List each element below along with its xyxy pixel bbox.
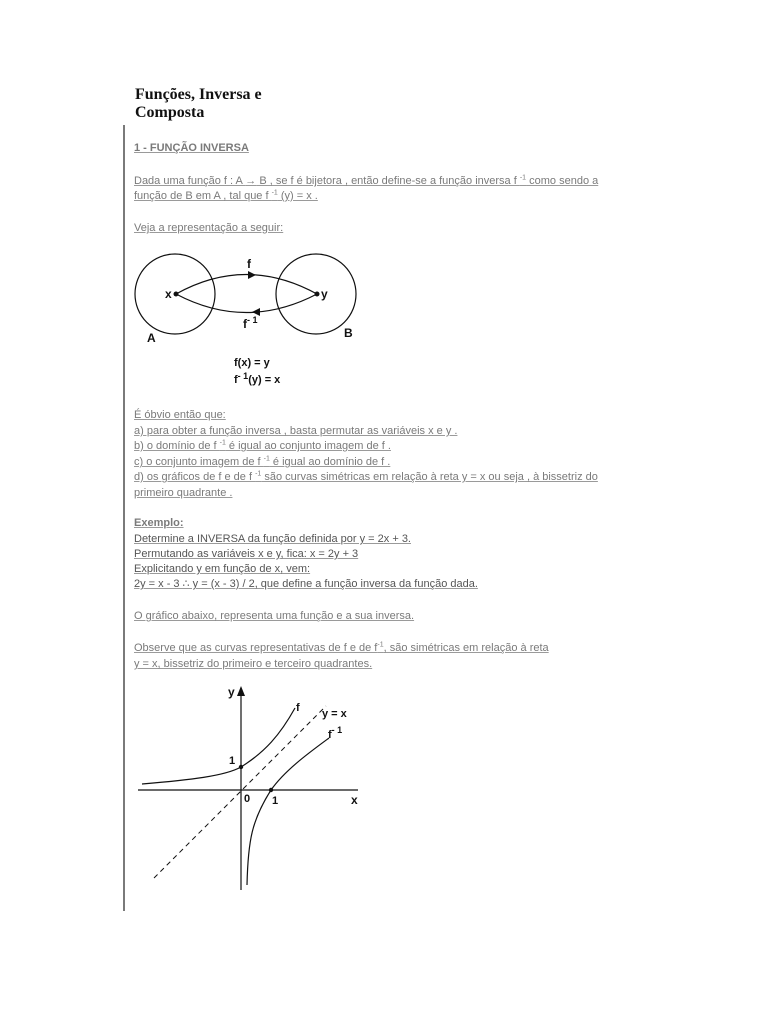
arrow-icon: → (245, 175, 257, 187)
label-finv-base: f (243, 317, 247, 331)
point-0-1 (239, 765, 243, 769)
superscript: -1 (271, 189, 278, 197)
graph-observation-post: , são simétricas em relação à reta (383, 642, 549, 654)
label-f-inverse-sup: - 1 (331, 725, 343, 735)
axis-label-x: x (351, 793, 358, 807)
label-finv (243, 315, 258, 331)
definition-line-2[interactable] (134, 189, 318, 204)
label-x: x (165, 287, 172, 301)
obvious-b-post: é igual ao conjunto imagem de f . (225, 440, 391, 452)
axis-label-y: y (228, 685, 235, 699)
point-y (315, 292, 320, 297)
graph-observation-line-1[interactable] (134, 641, 549, 656)
obvious-d-post: são curvas simétricas em relação à reta y = x ou seja , à bissetriz do (261, 471, 598, 483)
tick-label-x-1: 1 (272, 795, 279, 807)
title-line-1: Funções, Inversa e (135, 86, 262, 103)
graph-intro[interactable]: O gráfico abaixo, representa uma função e a sua inversa. (134, 610, 415, 622)
equation-finv-base: f (234, 374, 238, 386)
obvious-item-b[interactable] (134, 439, 391, 454)
tick-label-origin: 0 (244, 793, 251, 805)
definition-text-a: Dada uma função f : A (134, 175, 246, 187)
definition-text-c: como sendo a (526, 175, 599, 187)
equation-fx: f(x) = y (234, 357, 270, 369)
label-f-inverse-base: f (328, 729, 332, 741)
title-line-2: Composta (135, 104, 205, 121)
obvious-c-post: é igual ao domínio de f . (269, 456, 391, 468)
obvious-item-a[interactable]: a) para obter a função inversa , basta permutar as variáveis x e y . (134, 425, 458, 437)
obvious-c-pre: c) o conjunto imagem de f (134, 456, 264, 468)
curve-f (142, 708, 295, 784)
arrow-finv-curve (176, 294, 317, 313)
point-x (174, 292, 179, 297)
left-vertical-rule (123, 125, 125, 911)
example-line-1[interactable]: Determine a INVERSA da função definida por y = 2x + 3. (134, 533, 411, 545)
see-representation-link[interactable]: Veja a representação a seguir: (134, 222, 284, 234)
label-a: A (147, 331, 156, 345)
y-axis-arrow-icon (237, 686, 245, 696)
definition-text-e: (y) = x . (277, 190, 318, 202)
label-f: f (247, 257, 251, 271)
example-line-4[interactable]: 2y = x - 3 ∴ y = (x - 3) / 2, que define a função inversa da função dada. (134, 578, 478, 590)
tick-label-y-1: 1 (229, 755, 236, 767)
example-line-2[interactable]: Permutando as variáveis x e y, fica: x = 2y + 3 (134, 548, 359, 560)
point-1-0 (269, 788, 273, 792)
label-finv-sup: - 1 (247, 315, 258, 325)
definition-text-d: função de B em A , tal que f (134, 190, 272, 202)
label-f-inverse (328, 725, 342, 741)
obvious-item-d[interactable] (134, 470, 598, 485)
label-y-equals-x: y = x (322, 708, 347, 720)
function-inverse-graph (130, 680, 370, 895)
arrowhead-f-icon (248, 271, 256, 279)
equation-finv-sup: - 1 (237, 371, 249, 381)
arrow-f-curve (176, 275, 317, 295)
obvious-item-d-line-2[interactable]: primeiro quadrante . (134, 487, 233, 499)
graph-observation-line-2[interactable]: y = x, bissetriz do primeiro e terceiro quadrantes. (134, 658, 373, 670)
inverse-function-diagram (130, 248, 380, 398)
definition-line-1[interactable] (134, 174, 598, 189)
equation-finv-rest: (y) = x (248, 374, 281, 386)
equation-finv-y (234, 371, 281, 386)
obvious-item-c[interactable] (134, 455, 390, 470)
superscript: -1 (219, 439, 226, 447)
example-heading[interactable]: Exemplo: (134, 517, 184, 529)
superscript: -1 (519, 174, 527, 182)
definition-text-b: B , se f é bijetora , então define-se a função inversa f (256, 175, 520, 187)
obvious-intro[interactable]: É óbvio então que: (134, 409, 226, 421)
superscript: -1 (255, 470, 262, 478)
label-y: y (321, 287, 328, 301)
label-f: f (296, 702, 300, 714)
obvious-b-pre: b) o domínio de f (134, 440, 220, 452)
superscript: -1 (377, 641, 384, 649)
obvious-d-pre: d) os gráficos de f e de f (134, 471, 256, 483)
superscript: -1 (263, 455, 270, 463)
section-heading[interactable]: 1 - FUNÇÃO INVERSA (134, 142, 249, 154)
example-line-3[interactable]: Explicitando y em função de x, vem: (134, 563, 311, 575)
curve-f-inverse (247, 738, 329, 885)
graph-observation-pre: Observe que as curvas representativas de f e de f (134, 642, 378, 654)
line-y-equals-x (154, 706, 326, 878)
page-title (135, 86, 335, 122)
label-b: B (344, 326, 353, 340)
